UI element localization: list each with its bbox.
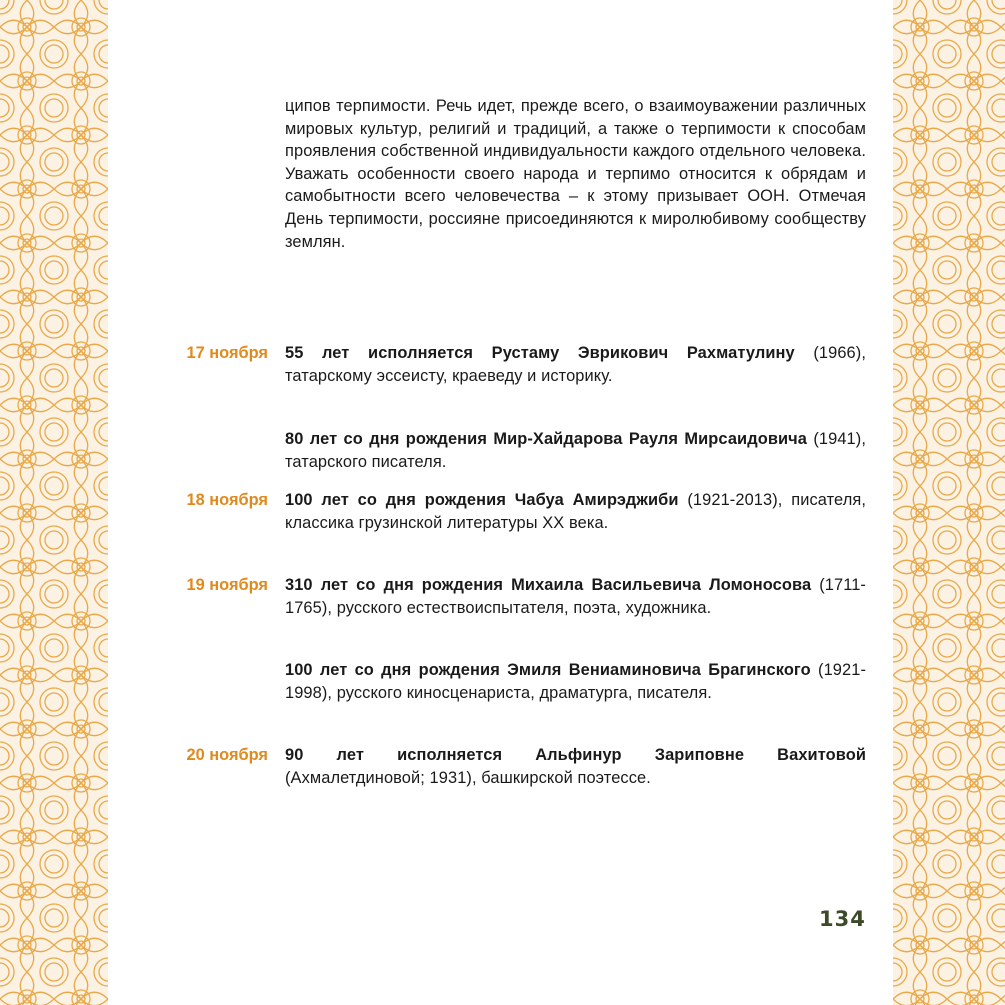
entry-date: 18 ноября: [186, 491, 268, 509]
page-content: [108, 0, 893, 1005]
intro-paragraph: ципов терпимости. Речь идет, прежде всего, о взаимоуважении различных мировых культур, религий и традиций, а также о терпимости к способам проявления собственной индивидуальности каждого отдельного человека. Уважать особенности своего народа и терпимо относится к обрядам и самобытности всего человечества – к этому призывает ООН. Отмечая День терпимости, россияне присоединяются к миролюбивому сообществу землян.: [285, 97, 866, 251]
entry-bold-text: 100 лет со дня рождения Эмиля Вениаминовича Брагинского: [285, 661, 811, 679]
entry-bold-text: 310 лет со дня рождения Михаила Васильевича Ломоносова: [285, 576, 812, 594]
entry-bold-text: 90 лет исполняется Альфинур Зариповне Вахитовой: [285, 746, 866, 764]
entry-text: [285, 342, 866, 387]
entry-rest-text: (1711-1765), русского естествоиспытателя, поэта, художника.: [285, 576, 866, 617]
decorative-border-right: [893, 0, 1005, 1005]
entry-date: 17 ноября: [186, 344, 268, 362]
entry-rest-text: (1941), татарского писателя.: [285, 430, 866, 471]
entry-text: [285, 489, 866, 534]
entry-bold-text: 100 лет со дня рождения Чабуа Амирэджиби: [285, 491, 679, 509]
decorative-border-left: [0, 0, 108, 1005]
entry-bold-text: 55 лет исполняется Рустаму Эврикович Рахматулину: [285, 344, 795, 362]
entry-date: 20 ноября: [186, 746, 268, 764]
entry-text: [285, 659, 866, 704]
entry-text: [285, 574, 866, 619]
entry-rest-text: (1921-2013), писателя, классика грузинской литературы XX века.: [285, 491, 866, 532]
entry-rest-text: (1921-1998), русского киносценариста, драматурга, писателя.: [285, 661, 866, 702]
entry-rest-text: (1966), татарскому эссеисту, краеведу и историку.: [285, 344, 866, 385]
entry-text: [285, 744, 866, 789]
entry-rest-text: (Ахмалетдиновой; 1931), башкирской поэтессе.: [285, 768, 651, 787]
entry-bold-text: 80 лет со дня рождения Мир-Хайдарова Рауля Мирсаидовича: [285, 430, 808, 448]
entry-date: 19 ноября: [186, 576, 268, 594]
page-number: 134: [819, 907, 866, 931]
entry-text: [285, 428, 866, 473]
